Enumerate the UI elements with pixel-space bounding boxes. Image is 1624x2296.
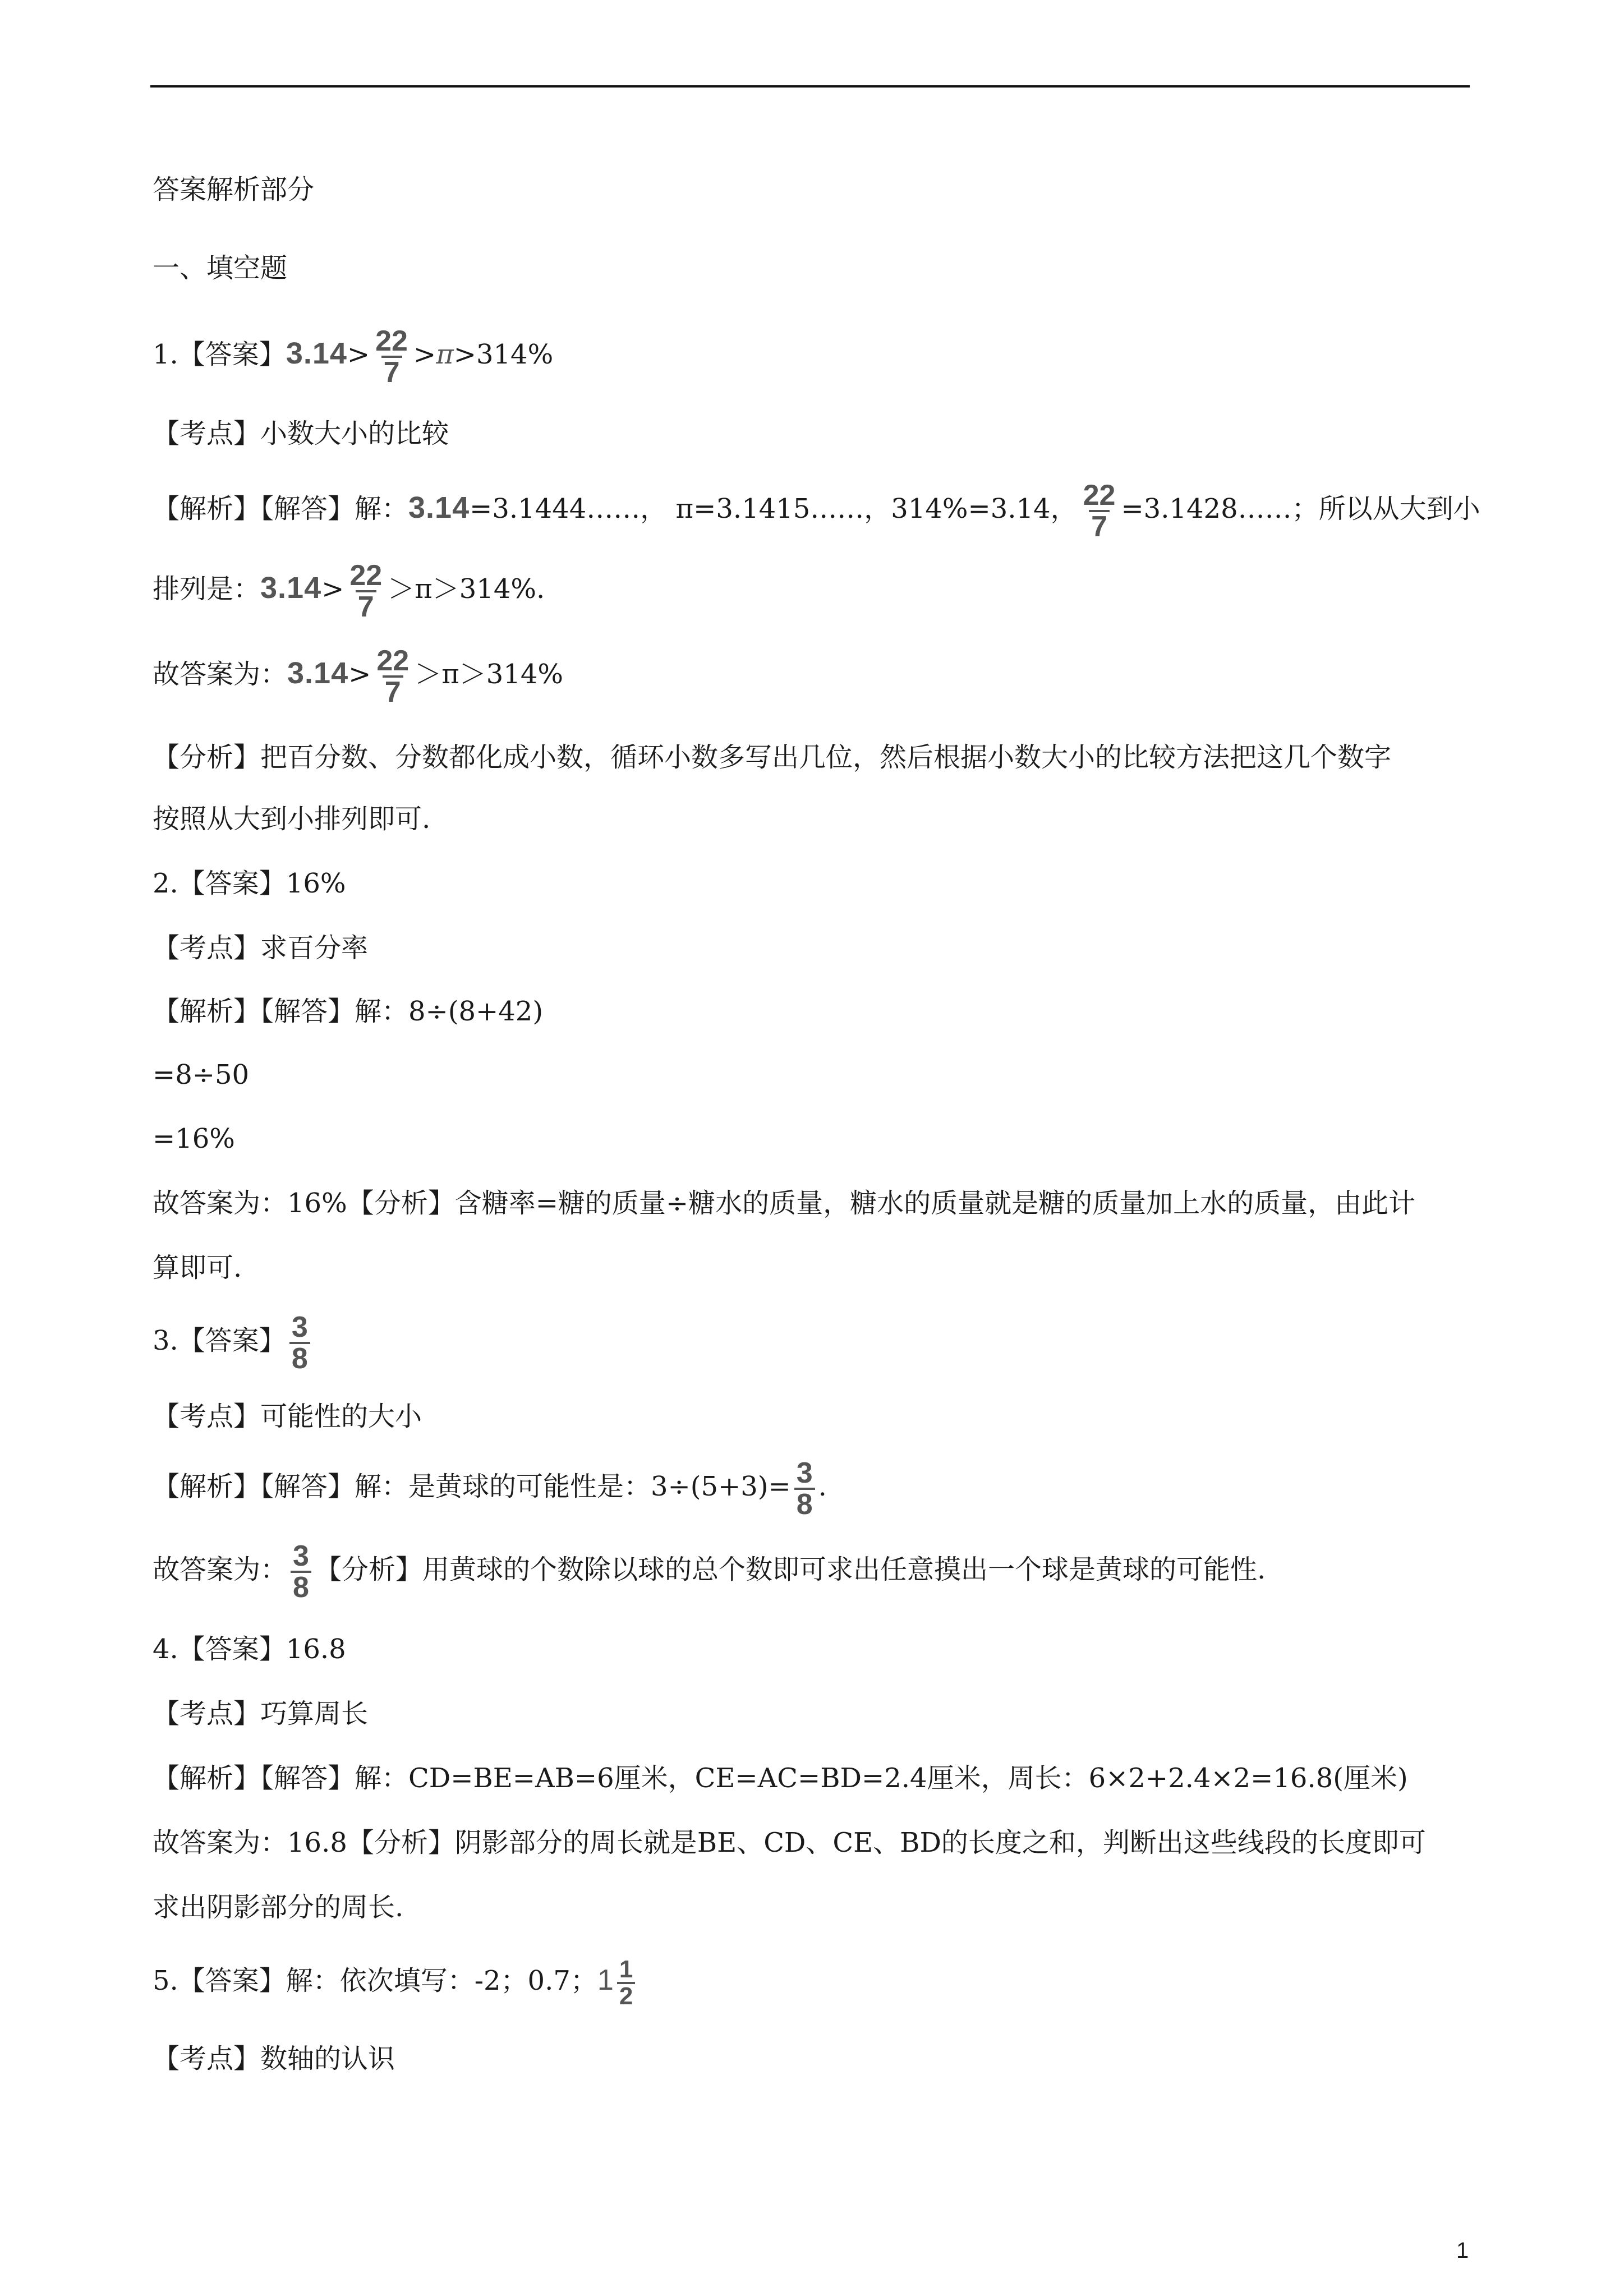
repeating-decimal: 3.14	[286, 337, 347, 370]
order-prefix: 排列是：	[153, 573, 261, 605]
fraction-denominator: 8	[289, 1342, 310, 1373]
fraction	[617, 1957, 635, 2009]
final-tail: ＞π＞314%	[415, 659, 563, 690]
fraction	[374, 646, 411, 707]
gt-sign: >	[347, 339, 370, 370]
fraction-denominator: 2	[617, 1982, 635, 2009]
q3-jiexi	[153, 1453, 827, 1520]
mixed-number-whole: 1	[597, 1964, 614, 1996]
q1-order	[153, 554, 545, 622]
jiexi-segment: =3.1428……；所以从大到小	[1121, 493, 1480, 524]
q3-answer	[153, 1307, 314, 1374]
fraction	[347, 561, 384, 622]
q4-jiexi: 【解析】【解答】解：CD=BE=AB=6厘米，CE=AC=BD=2.4厘米，周长：6×2+2.4×2=16.8(厘米)	[153, 1763, 1408, 1794]
pi-symbol: π	[436, 339, 454, 370]
fraction-numerator: 22	[349, 559, 383, 592]
fraction-numerator: 22	[375, 324, 408, 357]
fraction-numerator: 1	[619, 1955, 633, 1983]
fraction-numerator: 22	[376, 644, 410, 677]
q2-jiexi: 【解析】【解答】解：8÷(8+42)	[153, 996, 544, 1027]
q2-final-line2: 算即可.	[153, 1252, 242, 1283]
q3-kaodian: 【考点】可能性的大小	[153, 1401, 422, 1432]
q5-answer-prefix: 5.【答案】解：依次填写：-2；0.7；	[153, 1965, 597, 1996]
repeating-decimal: 3.14	[260, 571, 322, 605]
kaodian-label: 【考点】	[153, 418, 261, 449]
fraction	[373, 326, 410, 387]
jiexi-segment: =3.1444……， π=3.1415……，314%=3.14，	[470, 493, 1078, 524]
repeating-decimal: 3.14	[287, 656, 349, 690]
fraction	[794, 1458, 815, 1519]
fraction	[289, 1310, 310, 1375]
q1-fenxi-line2: 按照从大到小排列即可.	[153, 803, 431, 835]
q3-jiexi-prefix: 【解析】【解答】解：是黄球的可能性是：3÷(5+3)=	[153, 1471, 791, 1502]
q1-fenxi-line1: 【分析】把百分数、分数都化成小数，循环小数多写出几位，然后根据小数大小的比较方法把这几个数字	[153, 742, 1392, 773]
jiexi-label: 【解析】【解答】解：	[153, 493, 409, 524]
q2-step2: =16%	[153, 1123, 235, 1154]
q4-answer: 4.【答案】16.8	[153, 1634, 346, 1665]
fraction	[1081, 478, 1118, 543]
q1-answer-prefix: 1.【答案】	[153, 339, 286, 370]
fraction-numerator: 3	[293, 1539, 309, 1572]
kaodian-text: 小数大小的比较	[260, 418, 449, 449]
fraction-denominator: 7	[381, 356, 402, 387]
q1-jiexi	[153, 474, 1480, 541]
q3-answer-prefix: 3.【答案】	[153, 1325, 286, 1356]
q3-final-suffix: 【分析】用黄球的个数除以球的总个数即可求出任意摸出一个球是黄球的可能性.	[314, 1554, 1266, 1585]
q1-final	[153, 639, 563, 707]
final-prefix: 故答案为：	[153, 659, 288, 690]
section-heading: 一、填空题	[153, 252, 288, 284]
fraction-numerator: 3	[796, 1456, 813, 1489]
fraction-denominator: 7	[383, 675, 403, 707]
q2-answer: 2.【答案】16%	[153, 868, 346, 899]
q1-answer	[153, 320, 553, 387]
q3-jiexi-suffix: .	[818, 1471, 827, 1502]
fraction-denominator: 8	[291, 1571, 311, 1602]
header-rule	[150, 85, 1470, 88]
fraction	[291, 1539, 311, 1604]
page-number: 1	[1456, 2238, 1469, 2263]
q1-answer-tail: >314%	[453, 339, 554, 370]
q4-kaodian: 【考点】巧算周长	[153, 1698, 369, 1729]
q4-final-line1: 故答案为：16.8【分析】阴影部分的周长就是BE、CD、CE、BD的长度之和，判断出这些线段的长度即可	[153, 1827, 1426, 1858]
q2-final-line1: 故答案为：16%【分析】含糖率=糖的质量÷糖水的质量，糖水的质量就是糖的质量加上水的质量，由此计	[153, 1188, 1416, 1219]
fraction-numerator: 22	[1083, 478, 1116, 512]
repeating-decimal: 3.14	[408, 491, 470, 524]
gt-sign: >	[348, 659, 371, 690]
fraction-numerator: 3	[291, 1310, 308, 1343]
doc-title: 答案解析部分	[153, 174, 315, 205]
gt-sign: >	[321, 573, 344, 605]
q4-final-line2: 求出阴影部分的周长.	[153, 1892, 404, 1923]
fraction-denominator: 8	[794, 1488, 815, 1519]
fraction-denominator: 7	[356, 590, 376, 622]
q5-answer	[153, 1947, 638, 2014]
q2-step1: =8÷50	[153, 1059, 250, 1091]
fraction-denominator: 7	[1089, 510, 1110, 541]
q3-final-prefix: 故答案为：	[153, 1554, 288, 1585]
q5-kaodian: 【考点】数轴的认识	[153, 2043, 395, 2074]
order-tail: ＞π＞314%.	[388, 573, 545, 605]
q2-kaodian: 【考点】求百分率	[153, 932, 369, 964]
q1-kaodian	[153, 400, 449, 467]
q3-final	[153, 1536, 1266, 1603]
gt-sign: >	[413, 339, 436, 370]
